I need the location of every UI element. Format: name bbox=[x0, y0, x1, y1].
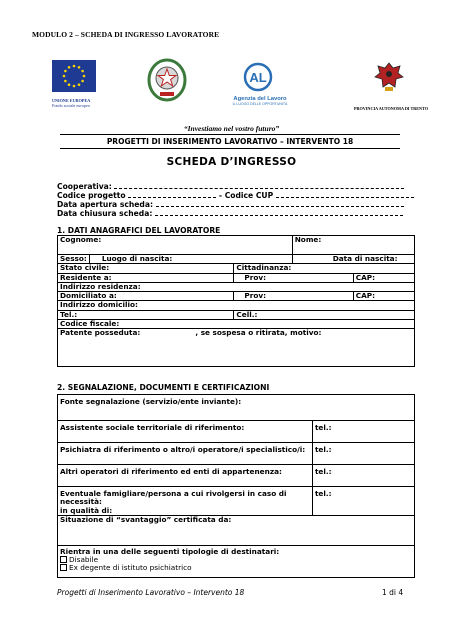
cognome-label: Cognome: bbox=[60, 235, 102, 244]
footer-title: Progetti di Inserimento Lavorativo – Intervento 18 bbox=[57, 588, 245, 597]
psichiatra-cell[interactable] bbox=[58, 443, 313, 465]
indirizzo-residenza-label: Indirizzo residenza: bbox=[60, 281, 141, 291]
altri-tel-cell[interactable] bbox=[312, 465, 414, 487]
province-logo bbox=[342, 60, 440, 110]
famigliare-cell[interactable] bbox=[58, 487, 313, 516]
patente-cell[interactable] bbox=[58, 329, 415, 367]
altri-label: Altri operatori di riferimento ed enti di appartenenza: bbox=[60, 467, 282, 476]
fonte-cell[interactable] bbox=[58, 395, 415, 421]
indirizzo-domicilio-label: Indirizzo domicilio: bbox=[60, 300, 138, 310]
form-title: SCHEDA D’INGRESSO bbox=[166, 156, 297, 168]
section1-table bbox=[57, 235, 415, 367]
opt-disabile-label: Disabile bbox=[69, 555, 99, 565]
data-apertura-line bbox=[57, 200, 404, 209]
rientra-label: Rientra in una delle seguenti tipologie di destinatari: bbox=[60, 546, 280, 556]
patente-sospesa-label: , se sospesa o ritirata, motivo: bbox=[195, 328, 322, 338]
cooperativa-line bbox=[57, 182, 404, 191]
agency-mark-icon bbox=[243, 62, 273, 92]
motto: “Investiamo nel vostro futuro” bbox=[183, 124, 280, 133]
cell-cell[interactable] bbox=[234, 310, 415, 319]
codice-cup-label: - Codice CUP bbox=[218, 191, 274, 200]
domiciliato-label: Domiciliato a: bbox=[60, 291, 117, 301]
famigliare-label-3: in qualità di: bbox=[60, 505, 113, 515]
agency-tagline: IL LUOGO DELLE OPPORTUNITÀ bbox=[232, 102, 288, 106]
famigliare-tel-cell[interactable] bbox=[312, 487, 414, 516]
codice-progetto-field[interactable] bbox=[128, 191, 216, 198]
nome-label: Nome: bbox=[294, 235, 322, 244]
assistente-cell[interactable] bbox=[58, 421, 313, 443]
prov-domicilio-label: Prov: bbox=[244, 291, 267, 301]
svantaggio-label: Situazione di “svantaggio” certificata da: bbox=[60, 514, 232, 524]
eu-caption-2: Fondo sociale europeo bbox=[52, 103, 90, 108]
psichiatra-label: Psichiatra di riferimento o altro/i operatore/i specialistico/i: bbox=[60, 445, 306, 454]
eu-caption-1: UNIONE EUROPEA bbox=[52, 98, 91, 103]
agency-name: Agenzia del Lavoro bbox=[233, 96, 287, 102]
section2-table bbox=[57, 394, 415, 578]
republic-emblem bbox=[147, 58, 187, 102]
data-chiusura-field[interactable] bbox=[155, 209, 403, 216]
eu-logo bbox=[52, 60, 96, 110]
assistente-label: Assistente sociale territoriale di riferimento: bbox=[60, 423, 245, 432]
data-apertura-label: Data apertura scheda: bbox=[57, 200, 154, 209]
prov-residenza-cell[interactable] bbox=[234, 273, 353, 282]
famigliare-tel-label: tel.: bbox=[314, 489, 332, 498]
codice-line bbox=[57, 191, 414, 200]
altri-cell[interactable] bbox=[58, 465, 313, 487]
assistente-tel-label: tel.: bbox=[314, 423, 332, 432]
province-name: PROVINCIA AUTONOMA DI TRENTO bbox=[353, 106, 429, 111]
altri-tel-label: tel.: bbox=[314, 467, 332, 476]
section1-heading: 1. DATI ANAGRAFICI DEL LAVORATORE bbox=[57, 226, 221, 235]
cooperativa-label: Cooperativa: bbox=[57, 182, 112, 191]
assistente-tel-cell[interactable] bbox=[312, 421, 414, 443]
cooperativa-field[interactable] bbox=[114, 182, 404, 189]
cittadinanza-label: Cittadinanza: bbox=[236, 263, 292, 273]
prov-domicilio-cell[interactable] bbox=[234, 292, 353, 301]
famigliare-label-2: necessità: bbox=[60, 497, 102, 507]
rientra-cell bbox=[58, 545, 415, 577]
logos-row bbox=[30, 58, 440, 113]
opt-ex-degente[interactable] bbox=[60, 564, 412, 572]
cap-residenza-cell[interactable] bbox=[353, 273, 414, 282]
famigliare-label-1: Eventuale famigliare/persona a cui rivolgersi in caso di bbox=[60, 489, 287, 498]
sesso-label: Sesso: bbox=[60, 254, 87, 263]
eu-flag-icon bbox=[52, 60, 96, 92]
codice-fiscale-label: Codice fiscale: bbox=[60, 319, 120, 329]
star-emblem-icon bbox=[147, 58, 187, 102]
module-title: MODULO 2 – SCHEDA DI INGRESSO LAVORATORE bbox=[32, 30, 220, 39]
prov-residenza-label: Prov: bbox=[244, 272, 267, 282]
cap-residenza-label: CAP: bbox=[355, 272, 376, 282]
checkbox-icon[interactable] bbox=[60, 564, 67, 571]
tel-label: Tel.: bbox=[60, 309, 78, 319]
luogo-nascita-label: Luogo di nascita: bbox=[101, 254, 173, 263]
data-nascita-label: Data di nascita: bbox=[332, 254, 398, 263]
stato-civile-label: Stato civile: bbox=[60, 263, 110, 273]
opt-ex-degente-label: Ex degente di istituto psichiatrico bbox=[69, 563, 192, 573]
program-title: PROGETTI DI INSERIMENTO LAVORATIVO – INTERVENTO 18 bbox=[60, 134, 400, 149]
page-number: 1 di 4 bbox=[382, 588, 404, 597]
cognome-cell[interactable] bbox=[58, 236, 293, 255]
svantaggio-cell[interactable] bbox=[58, 515, 415, 545]
patente-label: Patente posseduta: bbox=[60, 328, 141, 338]
nome-cell[interactable] bbox=[292, 236, 414, 255]
cap-domicilio-cell[interactable] bbox=[353, 292, 414, 301]
eagle-crest-icon bbox=[374, 60, 404, 94]
fonte-label: Fonte segnalazione (servizio/ente inviante): bbox=[60, 397, 242, 406]
codice-progetto-label: Codice progetto bbox=[57, 191, 126, 200]
section2-heading: 2. SEGNALAZIONE, DOCUMENTI E CERTIFICAZIONI bbox=[57, 383, 270, 392]
residente-label: Residente a: bbox=[60, 272, 112, 282]
agency-logo bbox=[225, 62, 295, 108]
cell-label: Cell.: bbox=[236, 309, 258, 319]
cap-domicilio-label: CAP: bbox=[355, 291, 376, 301]
psichiatra-tel-label: tel.: bbox=[314, 445, 332, 454]
psichiatra-tel-cell[interactable] bbox=[312, 443, 414, 465]
svg-text:AL: AL bbox=[249, 70, 267, 85]
data-apertura-field[interactable] bbox=[156, 200, 404, 207]
checkbox-icon[interactable] bbox=[60, 556, 67, 563]
data-nascita-cell[interactable] bbox=[292, 255, 414, 264]
data-chiusura-line bbox=[57, 209, 403, 218]
codice-cup-field[interactable] bbox=[276, 191, 414, 198]
data-chiusura-label: Data chiusura scheda: bbox=[57, 209, 153, 218]
